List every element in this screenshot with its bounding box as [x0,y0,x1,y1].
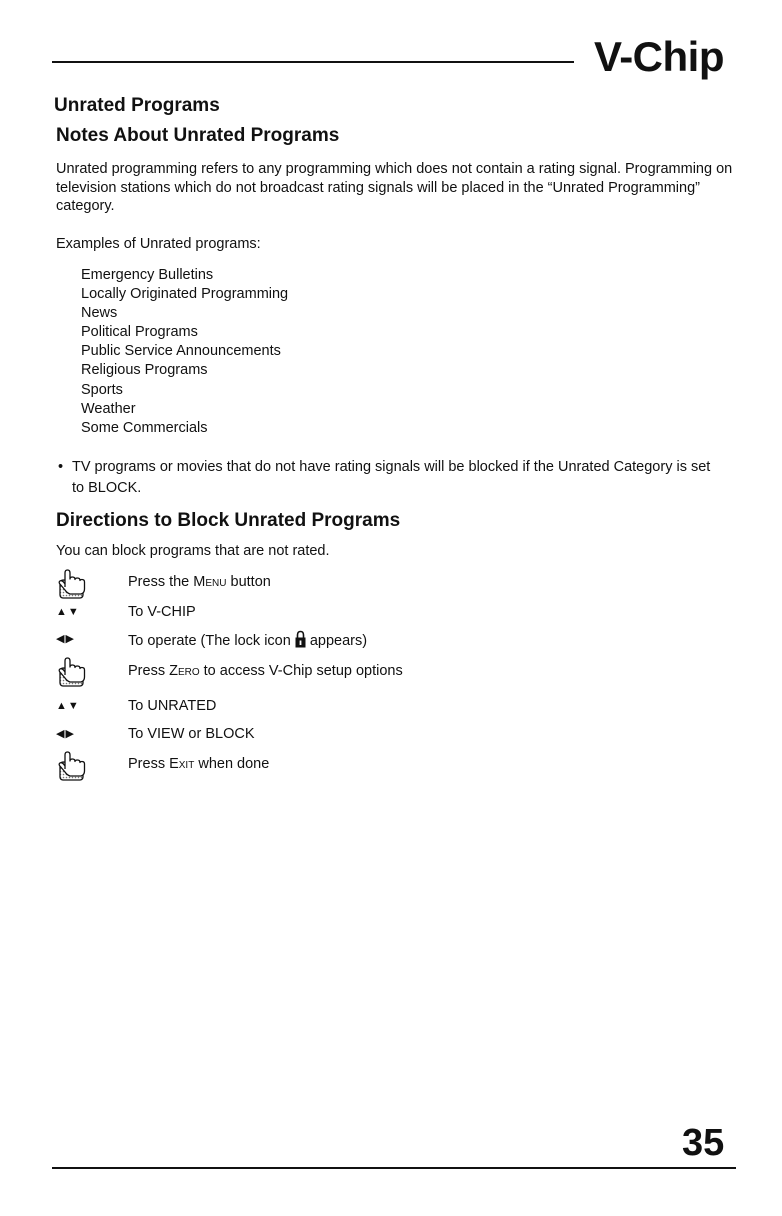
list-item: Political Programs [81,324,198,341]
notes-heading: Notes About Unrated Programs [56,125,340,146]
step-4 [56,655,656,685]
step-text: Press the Menu button [128,574,271,590]
list-item: Weather [81,400,136,417]
notes-intro: Unrated programming refers to any programming which does not contain a rating signal. Programming on television stations which do not broadcast rating signals will be placed in the “Unrated Programming” category. [56,161,733,214]
list-item: Public Service Announcements [81,343,281,360]
list-item: Religious Programs [81,362,208,379]
menu-key: Menu [193,574,227,590]
lock-icon [295,630,306,648]
step-5 [56,697,656,727]
step-text: Press Exit when done [128,756,270,772]
chapter-title: V-Chip [594,33,724,80]
step-1 [56,567,656,597]
directions-heading: Directions to Block Unrated Programs [56,510,401,531]
step-2 [56,603,656,633]
page-number: 35 [682,1122,725,1164]
press-hand-icon [56,567,90,601]
bullet-text: TV programs or movies that do not have rating signals will be blocked if the Unrated Category is set to BLOCK. [72,459,711,496]
up-down-arrows-icon: ▲▼ [56,606,80,618]
step-text: To operate (The lock icon appears) [128,630,367,650]
bullet-icon: • [58,459,64,475]
bullet-note [58,457,718,499]
up-down-arrows-icon: ▲▼ [56,700,80,712]
zero-key: Zero [169,663,200,679]
examples-list [81,266,288,438]
list-item: Sports [81,381,123,398]
left-right-arrows-icon: ◀▶ [56,728,75,740]
list-item: Some Commercials [81,419,208,436]
left-right-arrows-icon: ◀▶ [56,633,75,645]
press-hand-icon [56,655,90,689]
exit-key: Exit [169,756,195,772]
step-7 [56,749,656,779]
list-item: Locally Originated Programming [81,286,289,303]
header-rule [52,61,574,63]
step-text: To VIEW or BLOCK [128,726,255,742]
press-hand-icon [56,749,90,783]
step-text: Press Zero to access V-Chip setup options [128,663,403,679]
list-item: News [81,305,118,322]
directions-intro: You can block programs that are not rated. [56,543,330,559]
list-item: Emergency Bulletins [81,267,214,283]
section-title: Unrated Programs [54,95,220,116]
step-text: To V-CHIP [128,604,196,620]
examples-label: Examples of Unrated programs: [56,236,261,252]
step-text: To UNRATED [128,698,217,714]
footer-rule [52,1167,736,1169]
